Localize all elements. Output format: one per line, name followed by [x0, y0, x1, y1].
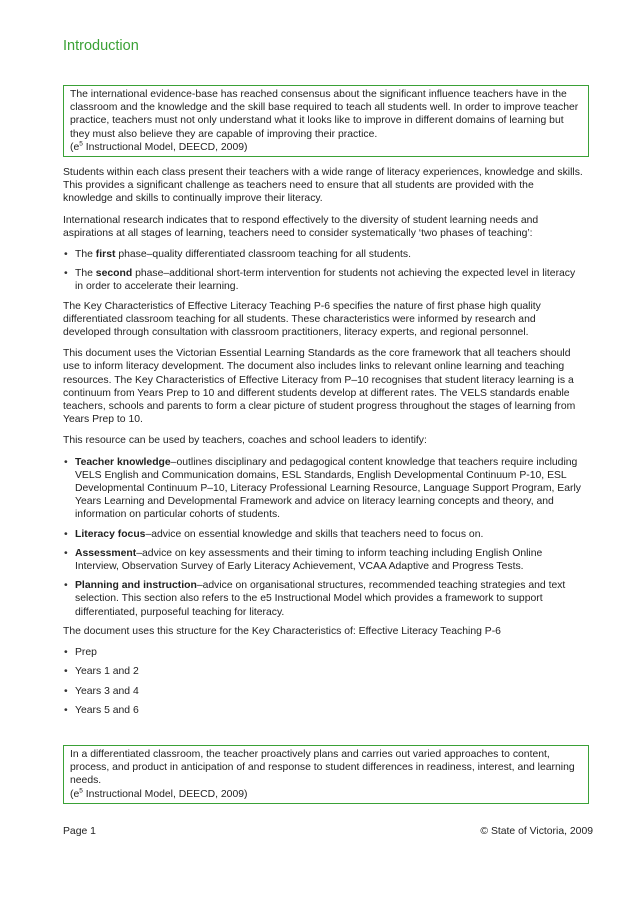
paragraph-research: International research indicates that to respond effectively to the diversity of student learning needs and aspirations at all stages of learning, teachers need to consider systematically ‘two phases of teaching’: — [63, 214, 539, 239]
list-item: • Prep — [63, 646, 585, 659]
paragraph-students: Students within each class present their teachers with a wide range of literacy experiences, knowledge and skills. This provides a significant challenge as teachers need to ensure that all students are provided with the knowledge and skills to continually improve their literacy. — [63, 167, 583, 205]
differentiation-quote-box — [63, 745, 589, 804]
resource-list — [63, 456, 585, 619]
citation-source: Instructional Model, DEECD, 2009) — [82, 788, 248, 800]
resource-description: –outlines disciplinary and pedagogical content knowledge that teachers require including VELS English and Communication domains, ESL Standards, English Developmental Continuum P-10, ESL Developmental Continuum P–10, Literacy Professional Learning Resource, Language Support Program, Early Years Learning and Developmental Framework and advice on literacy learning concepts and theory, and information on particular cohorts of students. — [75, 456, 581, 521]
years-list — [63, 646, 585, 717]
page-number: Page 1 — [63, 826, 96, 837]
resource-description: –advice on key assessments and their timing to inform teaching including English Online Interview, Observation Survey of Early Literacy Achievement, VCAA Adaptive and Progress Tests. — [75, 547, 543, 573]
citation-superscript: 5 — [79, 787, 83, 795]
list-item: • Years 3 and 4 — [63, 685, 585, 698]
phase-prefix: The — [75, 268, 96, 280]
main-content — [63, 166, 585, 723]
paragraph-vels: This document uses the Victorian Essential Learning Standards as the core framework that all teachers should use to inform literacy development. The document also includes links to relevant online learning and teaching resources. The Key Characteristics of Effective Literacy from P–10 recognises that student literacy learning is a continuum from Years Prep to 10 and different students develop at different rates. The VELS standards enable teachers, schools and parents to form a clear picture of student progress throughout the stages of learning from Years Prep to 10. — [63, 348, 576, 426]
paragraph-key-characteristics: The Key Characteristics of Effective Literacy Teaching P-6 specifies the nature of first phase high quality differentiated classroom teaching for all students. These characteristics were informed by research and developed through consultation with classroom practitioners, literacy experts, and regional personnel. — [63, 300, 541, 339]
list-item: • Years 5 and 6 — [63, 704, 585, 717]
citation-prefix: (e — [70, 141, 80, 153]
resource-description: –advice on essential knowledge and skills that teachers need to focus on. — [145, 528, 484, 540]
paragraph-resource-use: This resource can be used by teachers, coaches and school leaders to identify: — [63, 435, 427, 447]
intro-quote-box — [63, 85, 589, 157]
phase-description: phase–quality differentiated classroom teaching for all students. — [115, 249, 411, 261]
resource-description: –advice on organisational structures, recommended teaching strategies and text selection. This section also refers to the e5 Instructional Model which provides a framework to support differentiated, purposeful teaching for literacy. — [75, 580, 566, 618]
phase-term: second — [95, 268, 133, 280]
citation-superscript: 5 — [79, 140, 83, 148]
differentiation-quote-citation — [70, 788, 582, 801]
list-item — [63, 528, 585, 541]
paragraph-structure: The document uses this structure for the Key Characteristics of: Effective Literacy Teaching P-6 — [63, 625, 501, 637]
phase-prefix: The — [75, 249, 96, 261]
copyright-notice: © State of Victoria, 2009 — [480, 826, 593, 837]
list-item — [63, 267, 585, 293]
differentiation-quote-text: In a differentiated classroom, the teacher proactively plans and carries out varied approaches to content, process, and product in anticipation of and response to student differences in readiness, interest, and learning needs. — [70, 749, 575, 787]
list-item — [63, 248, 585, 261]
page-title: Introduction — [63, 38, 139, 54]
intro-quote-citation — [70, 141, 582, 154]
phases-list — [63, 248, 585, 294]
list-item — [63, 579, 585, 619]
resource-term: Assessment — [75, 547, 137, 559]
list-item — [63, 456, 585, 522]
phase-description: phase–additional short-term intervention for students not achieving the expected level in literacy in order to accelerate their learning. — [75, 268, 576, 293]
resource-term: Teacher knowledge — [75, 456, 171, 468]
list-item — [63, 547, 585, 573]
citation-source: Instructional Model, DEECD, 2009) — [82, 141, 248, 153]
resource-term: Planning and instruction — [75, 580, 197, 592]
phase-term: first — [95, 249, 116, 261]
list-item: • Years 1 and 2 — [63, 665, 585, 678]
intro-quote-text: The international evidence-base has reached consensus about the significant influence teachers have in the classroom and the knowledge and the skill base required to teach all students well. In order to improve teacher practice, teachers must not only understand what it looks like to improve in different domains of learning but they must also believe they are capable of improving their practice. — [70, 89, 579, 140]
citation-prefix: (e — [70, 788, 80, 800]
resource-term: Literacy focus — [75, 528, 146, 540]
